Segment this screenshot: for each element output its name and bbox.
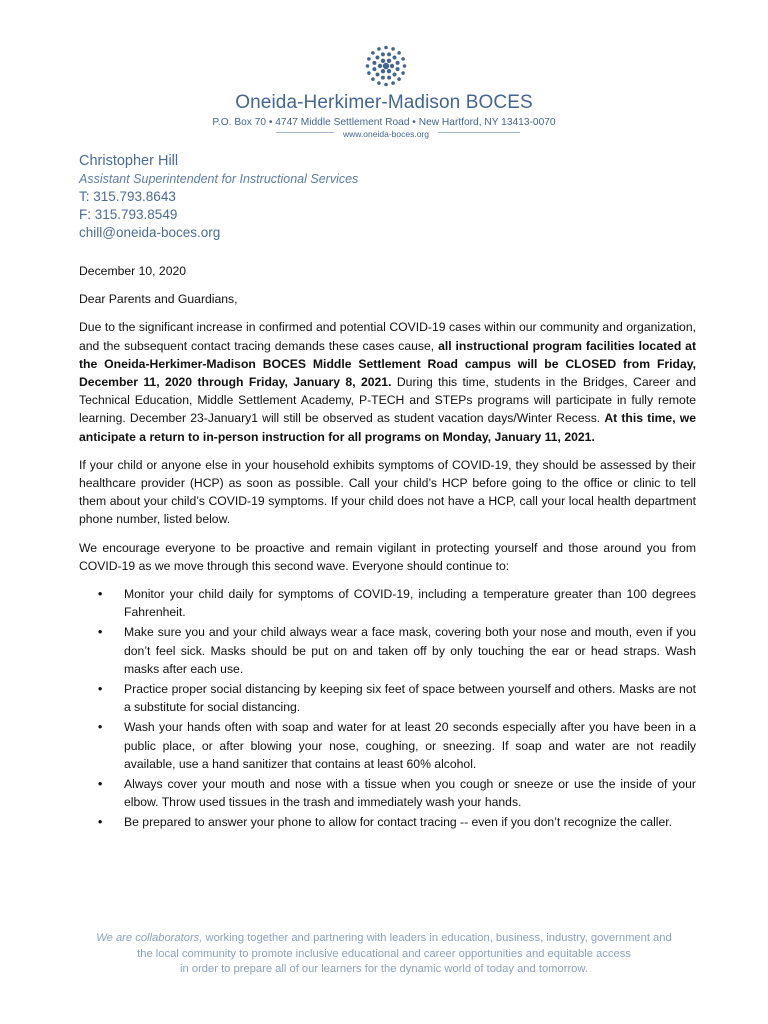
logo-dot: [367, 57, 371, 61]
list-item: [79, 718, 696, 773]
logo-dot: [396, 67, 400, 71]
bullet-icon: •: [98, 625, 103, 640]
logo-dot: [384, 83, 388, 87]
closure-text-1: Due to the significant increase in confirmed and potential COVID-19 cases within our community and organization, and the subsequent contact tracing demands these cases cause,: [79, 320, 696, 353]
sender-email-link[interactable]: chill@oneida-boces.org: [79, 225, 221, 240]
closure-text-2: During this time, students in the Bridges, Career and Technical Education, Middle Settlement Academy, P-TECH and STEPs programs will participate in fully remote learning. December 23-January1 will still be observed as student vacation days/Winter Recess.: [79, 375, 696, 426]
logo-dot: [390, 64, 394, 68]
logo-dot: [375, 56, 379, 60]
logo-dot: [387, 59, 391, 63]
logo-dot: [371, 77, 375, 81]
logo-dot: [401, 71, 405, 75]
footer-mission-statement: [60, 931, 708, 978]
letter-greeting: Dear Parents and Guardians,: [79, 292, 238, 307]
logo-dot: [371, 51, 375, 55]
letterhead: [0, 40, 768, 150]
list-item-text: Wash your hands often with soap and water for at least 20 seconds especially after you have been in a public place, or after blowing your nose, coughing, or sneezing. If soap and water are not readily available, use a hand sanitizer that contains at least 60% alcohol.: [124, 720, 696, 771]
letter-date: December 10, 2020: [79, 264, 187, 278]
bullet-icon: •: [98, 815, 103, 830]
logo-dot: [372, 61, 376, 65]
logo-dot: [387, 76, 391, 80]
footer-line-3: in order to prepare all of our learners for the dynamic world of today and tomorrow.: [180, 963, 588, 975]
logo-dot: [387, 69, 391, 73]
bullet-icon: •: [98, 720, 103, 735]
paragraph-closure-notice: [79, 318, 696, 445]
logo-dot: [396, 61, 400, 65]
logo-dot: [376, 73, 380, 77]
logo-dot: [381, 59, 385, 63]
list-item: [79, 813, 696, 831]
organization-name: Oneida-Herkimer-Madison BOCES: [235, 92, 533, 113]
logo-dot: [377, 47, 381, 51]
sender-phone: T: 315.793.8643: [79, 189, 176, 204]
logo-dot: [381, 69, 385, 73]
list-item-text: Make sure you and your child always wear a face mask, covering both your nose and mouth, even if you don’t feel sick. Masks should be put on and taken off by only touching the ear or head straps. Wash masks after each use.: [124, 625, 696, 676]
divider-right: [438, 132, 520, 133]
organization-website-link[interactable]: www.oneida-boces.org: [343, 129, 429, 139]
bullet-icon: •: [98, 682, 103, 697]
list-item: [79, 680, 696, 716]
footer-line-1-rest: working together and partnering with leaders in education, business, industry, government and: [202, 932, 672, 944]
logo-dot: [367, 71, 371, 75]
logo-dot: [366, 64, 370, 68]
return-date-bold: At this time, we anticipate a return to in-person instruction for all programs on Monday, January 11, 2021.: [79, 411, 697, 444]
logo-dot: [378, 64, 382, 68]
list-item-text: Practice proper social distancing by keeping six feet of space between yourself and others. Masks are not a substitute for social distancing.: [124, 682, 696, 715]
logo-dot: [393, 72, 397, 76]
sender-contact-block: [79, 152, 479, 242]
list-item: [79, 585, 696, 621]
dot-circle-logo-icon: [364, 44, 408, 88]
footer-line-1: [60, 931, 708, 947]
footer-line-2: the local community to promote inclusive educational and career opportunities and equitable access: [137, 947, 631, 960]
logo-dot: [383, 63, 389, 69]
logo-dot: [397, 77, 401, 81]
list-item-text: Monitor your child daily for symptoms of COVID-19, including a temperature greater than 100 degrees Fahrenheit.: [124, 587, 696, 620]
divider-left: [276, 132, 334, 133]
paragraph-encourage: We encourage everyone to be proactive and remain vigilant in protecting yourself and those around you from COVID-19 as we move through this second wave. Everyone should continue to:: [79, 540, 696, 573]
list-item-text: Be prepared to answer your phone to allow for contact tracing -- even if you don’t recognize the caller.: [124, 815, 673, 830]
logo-dot: [377, 81, 381, 85]
logo-dot: [387, 52, 391, 56]
logo-dot: [381, 52, 385, 56]
logo-dot: [403, 64, 407, 68]
sender-name: Christopher Hill: [79, 153, 179, 169]
list-item: [79, 623, 696, 678]
organization-address: P.O. Box 70 • 4747 Middle Settlement Road • New Hartford, NY 13413-0070: [212, 117, 556, 128]
sender-fax: F: 315.793.8549: [79, 207, 178, 222]
closure-dates-bold: all instructional program facilities located at the Oneida-Herkimer-Madison BOCES Middle Settlement Road campus will be CLOSED from Friday, December 11, 2020 through Friday, January 8, 2021.: [79, 338, 697, 390]
logo-dot: [391, 47, 395, 51]
bullet-icon: •: [98, 777, 103, 792]
list-item: [79, 775, 696, 811]
logo-dot: [372, 67, 376, 71]
footer-lead: We are collaborators,: [96, 932, 203, 944]
list-item-text: Always cover your mouth and nose with a tissue when you cough or sneeze or use the inside of your elbow. Throw used tissues in the trash and immediately wash your hands.: [124, 777, 696, 810]
paragraph-symptoms: If your child or anyone else in your household exhibits symptoms of COVID-19, they should be assessed by their healthcare provider (HCP) as soon as possible. Call your child’s HCP before going to the office or clinic to tell them about your child’s COVID-19 symptoms. If your child does not have a HCP, call your local health department phone number, listed below.: [79, 457, 696, 527]
guidance-list: [79, 585, 696, 832]
bullet-icon: •: [98, 587, 103, 602]
letter-body: [79, 262, 696, 834]
logo-dot: [391, 81, 395, 85]
logo-dot: [392, 55, 396, 59]
logo-dot: [401, 57, 405, 61]
logo-dot: [384, 46, 388, 50]
sender-title: Assistant Superintendent for Instructional Services: [79, 172, 359, 186]
logo-dot: [397, 51, 401, 55]
logo-dot: [381, 76, 385, 80]
